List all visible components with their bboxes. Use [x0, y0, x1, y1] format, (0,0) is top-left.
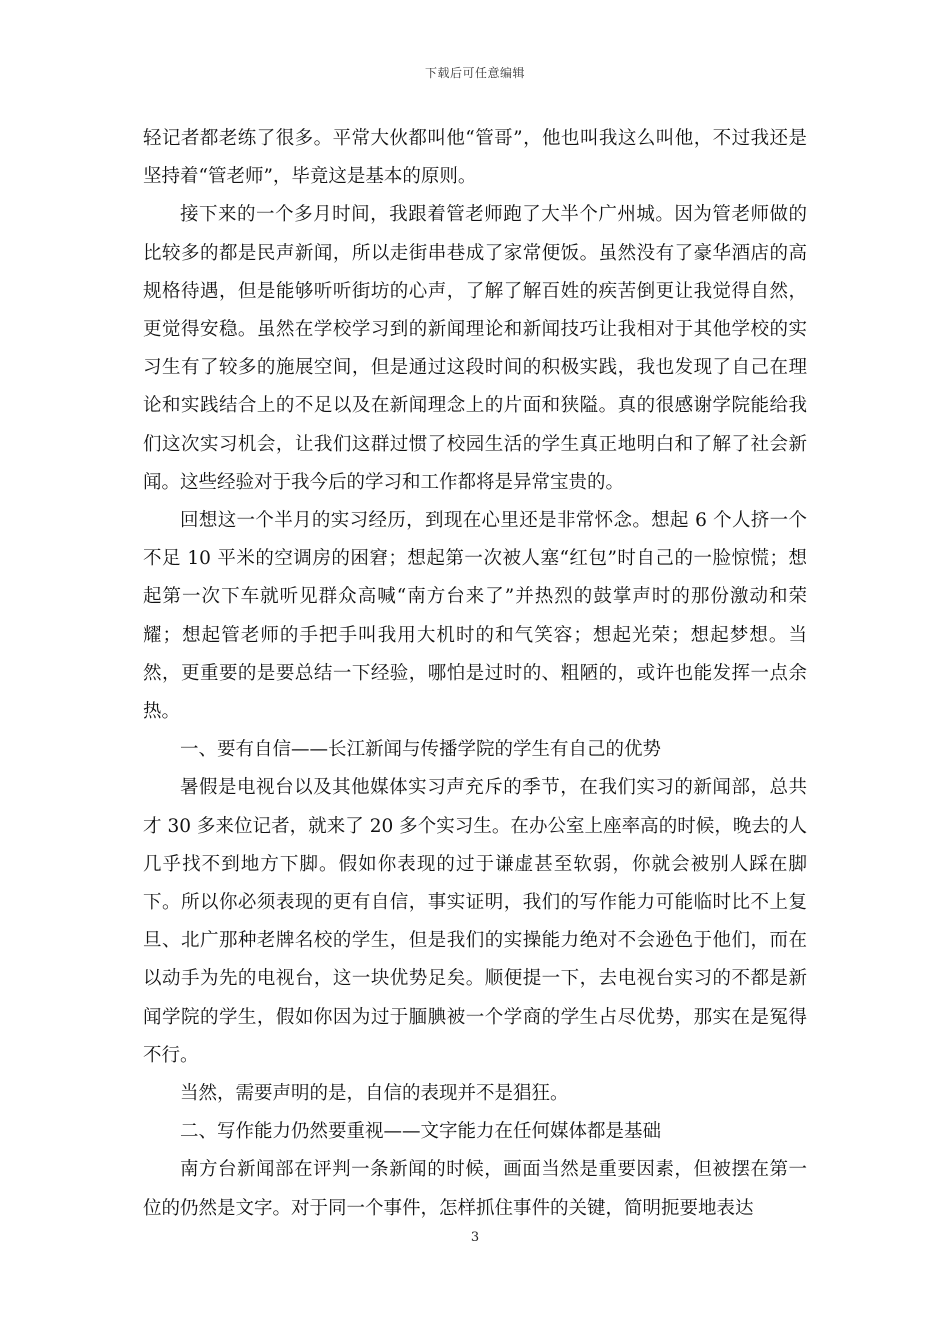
paragraph: 轻记者都老练了很多。平常大伙都叫他“管哥”，他也叫我这么叫他，不过我还是坚持着“管老师”，毕竟这是基本的原则。	[143, 128, 807, 188]
paragraph: 暑假是电视台以及其他媒体实习声充斥的季节，在我们实习的新闻部，总共才 30 多来位记者，就来了 20 多个实习生。在办公室上座率高的时候，晚去的人几乎找不到地方下脚。假如你表现的过于谦虚甚至软弱，你就会被别人踩在脚下。所以你必须表现的更有自信，事实证明，我们的写作能力可能临时比不上复旦、北广那种老牌名校的学生，但是我们的实操能力绝对不会逊色于他们，而在以动手为先的电视台，这一块优势足矣。顺便提一下，去电视台实习的不都是新闻学院的学生，假如你因为过于腼腆被一个学商的学生占尽优势，那实在是冤得不行。	[143, 777, 807, 1066]
section-heading: 二、写作能力仍然要重视——文字能力在任何媒体都是基础	[180, 1121, 662, 1143]
page-number: 3	[470, 1230, 480, 1245]
paragraph: 南方台新闻部在评判一条新闻的时候，画面当然是重要因素，但被摆在第一位的仍然是文字。对于同一个事件，怎样抓住事件的关键，简明扼要地表达	[143, 1159, 807, 1219]
page-header: 下载后可任意编辑	[424, 66, 525, 80]
paragraph: 回想这一个半月的实习经历，到现在心里还是非常怀念。想起 6 个人挤一个不足 10 平米的空调房的困窘；想起第一次被人塞“红包”时自己的一脸惊慌；想起第一次下车就听见群众高喊“南方台来了”并热烈的鼓掌声时的那份激动和荣耀；想起管老师的手把手叫我用大机时的和气笑容；想起光荣；想起梦想。当然，更重要的是要总结一下经验，哪怕是过时的、粗陋的，或许也能发挥一点余热。	[143, 510, 807, 723]
document-body	[143, 120, 807, 1228]
paragraph: 接下来的一个多月时间，我跟着管老师跑了大半个广州城。因为管老师做的比较多的都是民声新闻，所以走街串巷成了家常便饭。虽然没有了豪华酒店的高规格待遇，但是能够听听街坊的心声，了解了解百姓的疾苦倒更让我觉得自然，更觉得安稳。虽然在学校学习到的新闻理论和新闻技巧让我相对于其他学校的实习生有了较多的施展空间，但是通过这段时间的积极实践，我也发现了自己在理论和实践结合上的不足以及在新闻理念上的片面和狭隘。真的很感谢学院能给我们这次实习机会，让我们这群过惯了校园生活的学生真正地明白和了解了社会新闻。这些经验对于我今后的学习和工作都将是异常宝贵的。	[143, 204, 807, 493]
section-heading: 一、要有自信——长江新闻与传播学院的学生有自己的优势	[180, 739, 662, 761]
paragraph: 当然，需要声明的是，自信的表现并不是猖狂。	[180, 1083, 569, 1105]
